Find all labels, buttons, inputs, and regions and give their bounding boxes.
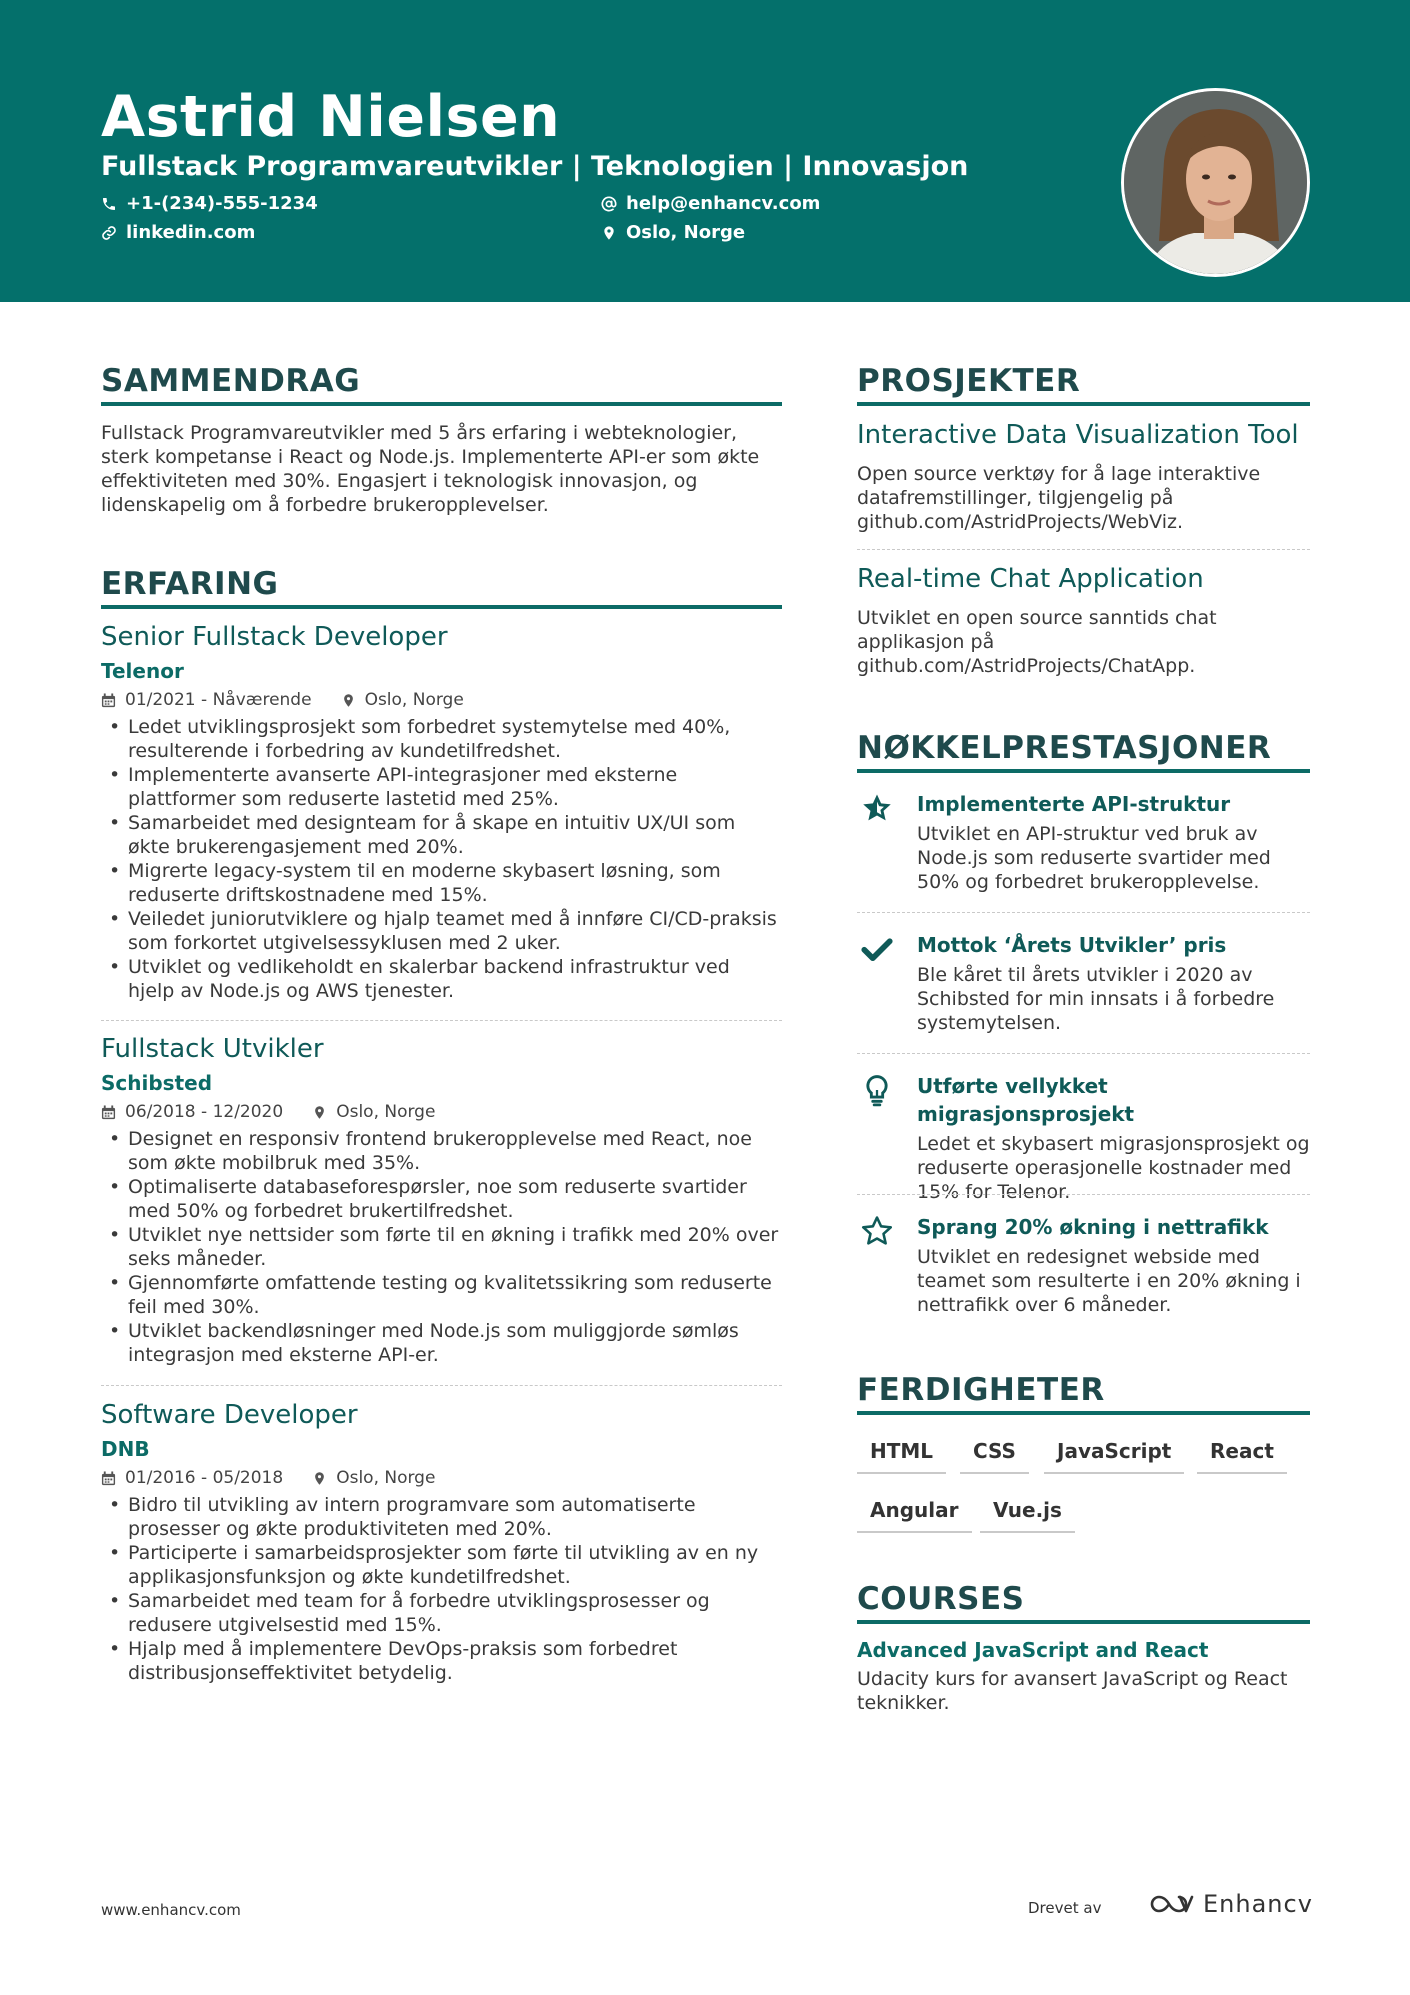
- experience-item: [101, 1398, 782, 1685]
- job-location: Oslo, Norge: [336, 1102, 436, 1122]
- skills-divider: [857, 1411, 1310, 1415]
- bullet-item: • Hjalp med å implementere DevOps-praksis som forbedret distribusjonseffektivitet betydelig.: [101, 1637, 782, 1685]
- achievement-title: Sprang 20% økning i nettrafikk: [917, 1215, 1269, 1239]
- job-dates: 06/2018 - 12/2020: [125, 1102, 284, 1122]
- job-bullets: [101, 1127, 782, 1367]
- job-location: Oslo, Norge: [336, 1468, 436, 1488]
- achievement-title: Utførte vellykket migrasjonsprosjekt: [917, 1074, 1135, 1126]
- achievements-divider: [857, 769, 1310, 773]
- profile-photo: [1121, 88, 1310, 277]
- bullet-item: • Gjennomførte omfattende testing og kvalitetssikring som reduserte feil med 30%.: [101, 1271, 782, 1319]
- summary-text: Fullstack Programvareutvikler med 5 års erfaring i webteknologier, sterk kompetanse i React og Node.js. Implementerte API-er som økte effektiviteten med 30%. Engasjert i teknologisk innovasjon, og lidenskapelig om å forbedre brukeropplevelser.: [101, 422, 760, 516]
- contact-email[interactable]: [601, 193, 820, 214]
- phone-text: +1-(234)-555-1234: [126, 193, 318, 214]
- bullet-item: • Designet en responsiv frontend brukeropplevelse med React, noe som økte mobilbruk med 35%.: [101, 1127, 782, 1175]
- at-sign-icon: [601, 196, 617, 212]
- star-outline-icon: [860, 1214, 894, 1248]
- lightbulb-icon: [860, 1073, 894, 1107]
- project-description: Utviklet en open source sanntids chat applikasjon på github.com/AstridProjects/ChatApp.: [857, 607, 1217, 677]
- bullet-item: • Utviklet og vedlikeholdt en skalerbar backend infrastruktur ved hjelp av Node.js og AWS tjenester.: [101, 955, 782, 1003]
- location-pin-icon: [312, 1471, 327, 1486]
- skill-tag: Angular: [857, 1493, 972, 1533]
- skill-tag: CSS: [960, 1434, 1029, 1474]
- enhancv-logo[interactable]: [1147, 1890, 1313, 1918]
- skill-tag: HTML: [857, 1434, 946, 1474]
- job-bullets: [101, 1493, 782, 1685]
- job-role: Senior Fullstack Developer: [101, 622, 448, 652]
- calendar-icon: [101, 1471, 116, 1486]
- footer-website-link[interactable]: www.enhancv.com: [101, 1901, 241, 1919]
- skills-section-title: FERDIGHETER: [857, 1372, 1105, 1408]
- course-description: Udacity kurs for avansert JavaScript og React teknikker.: [857, 1668, 1288, 1714]
- enhancv-logo-text: Enhancv: [1203, 1890, 1313, 1918]
- bullet-item: • Utviklet nye nettsider som førte til en økning i trafikk med 20% over seks måneder.: [101, 1223, 782, 1271]
- phone-icon: [101, 196, 117, 212]
- achievement-separator: [857, 1053, 1310, 1054]
- achievement-description: Utviklet en API-struktur ved bruk av Node.js som reduserte svartider med 50% og forbedret brukeropplevelse.: [917, 823, 1271, 893]
- project-separator: [857, 549, 1310, 550]
- job-bullets: [101, 715, 782, 1003]
- location-pin-icon: [341, 693, 356, 708]
- courses-section-title: COURSES: [857, 1581, 1025, 1617]
- bullet-item: • Ledet utviklingsprosjekt som forbedret systemytelse med 40%, resulterende i forbedring av kundetilfredshet.: [101, 715, 782, 763]
- experience-item: [101, 1032, 782, 1367]
- linkedin-text: linkedin.com: [126, 222, 256, 243]
- location-pin-icon: [312, 1105, 327, 1120]
- location-pin-icon: [601, 225, 617, 241]
- achievements-section-title: NØKKELPRESTASJONER: [857, 730, 1272, 766]
- bullet-item: • Optimaliserte databaseforespørsler, noe som reduserte svartider med 50% og forbedret brukertilfredshet.: [101, 1175, 782, 1223]
- contact-linkedin[interactable]: [101, 222, 255, 243]
- job-meta: [101, 1466, 782, 1490]
- summary-section-title: SAMMENDRAG: [101, 363, 361, 399]
- job-role: Fullstack Utvikler: [101, 1034, 324, 1064]
- projects-divider: [857, 402, 1310, 406]
- achievement-description: Utviklet en redesignet webside med teamet som resulterte i en 20% økning i nettrafikk over 6 måneder.: [917, 1246, 1301, 1316]
- courses-divider: [857, 1620, 1310, 1624]
- resume-header: [0, 0, 1410, 302]
- achievement-description: Ble kåret til årets utvikler i 2020 av Schibsted for min innsats i å forbedre systemytelsen.: [917, 964, 1275, 1034]
- contact-location: [601, 222, 745, 243]
- achievement-title: Mottok ‘Årets Utvikler’ pris: [917, 933, 1227, 957]
- summary-divider: [101, 402, 782, 406]
- link-icon: [101, 225, 117, 241]
- candidate-headline: Fullstack Programvareutvikler | Teknologien | Innovasjon: [101, 151, 969, 182]
- bullet-item: • Bidro til utvikling av intern programvare som automatiserte prosesser og økte produktiviteten med 20%.: [101, 1493, 782, 1541]
- experience-item: [101, 620, 782, 1003]
- email-text: help@enhancv.com: [626, 193, 821, 214]
- job-location: Oslo, Norge: [364, 690, 464, 710]
- project-item: [857, 562, 1310, 678]
- job-dates: 01/2021 - Nåværende: [125, 690, 312, 710]
- skill-tag: Vue.js: [980, 1493, 1075, 1533]
- calendar-icon: [101, 693, 116, 708]
- achievement-item: [857, 790, 1310, 894]
- calendar-icon: [101, 1105, 116, 1120]
- achievement-separator: [857, 912, 1310, 913]
- experience-divider: [101, 605, 782, 609]
- bullet-item: • Samarbeidet med designteam for å skape en intuitiv UX/UI som økte brukerengasjement med 20%.: [101, 811, 782, 859]
- job-company: DNB: [101, 1437, 150, 1461]
- projects-section-title: PROSJEKTER: [857, 363, 1081, 399]
- enhancv-logo-icon: [1147, 1892, 1195, 1916]
- bullet-item: • Samarbeidet med team for å forbedre utviklingsprosesser og redusere utgivelsestid med 15%.: [101, 1589, 782, 1637]
- star-filled-icon: [860, 791, 894, 825]
- contact-phone[interactable]: [101, 193, 318, 214]
- bullet-item: • Veiledet juniorutviklere og hjalp teamet med å innføre CI/CD-praksis som forkortet utgivelsessyklusen med 2 uker.: [101, 907, 782, 955]
- experience-separator: [101, 1385, 782, 1386]
- skill-tag: React: [1197, 1434, 1287, 1474]
- job-meta: [101, 1100, 782, 1124]
- job-company: Telenor: [101, 659, 184, 683]
- job-company: Schibsted: [101, 1071, 213, 1095]
- experience-section-title: ERFARING: [101, 566, 279, 602]
- job-dates: 01/2016 - 05/2018: [125, 1468, 284, 1488]
- checkmark-icon: [860, 932, 894, 966]
- project-title: Real-time Chat Application: [857, 564, 1204, 594]
- skill-tag: JavaScript: [1044, 1434, 1184, 1474]
- footer-powered-by: Drevet av: [1028, 1899, 1102, 1917]
- achievement-description: Ledet et skybasert migrasjonsprosjekt og reduserte operasjonelle kostnader med 15% for Telenor.: [917, 1133, 1310, 1203]
- achievement-title: Implementerte API-struktur: [917, 792, 1231, 816]
- location-text: Oslo, Norge: [626, 222, 746, 243]
- achievement-item: [857, 1213, 1310, 1317]
- experience-separator: [101, 1020, 782, 1021]
- achievement-item: [857, 1072, 1310, 1204]
- achievement-item: [857, 931, 1310, 1035]
- job-meta: [101, 688, 782, 712]
- bullet-item: • Utviklet backendløsninger med Node.js som muliggjorde sømløs integrasjon med eksterne API-er.: [101, 1319, 782, 1367]
- bullet-item: • Implementerte avanserte API-integrasjoner med eksterne plattformer som reduserte lastetid med 25%.: [101, 763, 782, 811]
- project-title: Interactive Data Visualization Tool: [857, 420, 1299, 450]
- project-description: Open source verktøy for å lage interaktive datafremstillinger, tilgjengelig på github.com/AstridProjects/WebViz.: [857, 463, 1261, 533]
- candidate-name: Astrid Nielsen: [101, 84, 561, 150]
- achievement-separator: [857, 1194, 1310, 1195]
- course-item: [857, 1636, 1310, 1715]
- job-role: Software Developer: [101, 1400, 358, 1430]
- bullet-item: • Participerte i samarbeidsprosjekter som førte til utvikling av en ny applikasjonsfunksjon og økte kundetilfredshet.: [101, 1541, 782, 1589]
- project-item: [857, 418, 1310, 534]
- course-title: Advanced JavaScript and React: [857, 1638, 1209, 1662]
- bullet-item: • Migrerte legacy-system til en moderne skybasert løsning, som reduserte driftskostnadene med 15%.: [101, 859, 782, 907]
